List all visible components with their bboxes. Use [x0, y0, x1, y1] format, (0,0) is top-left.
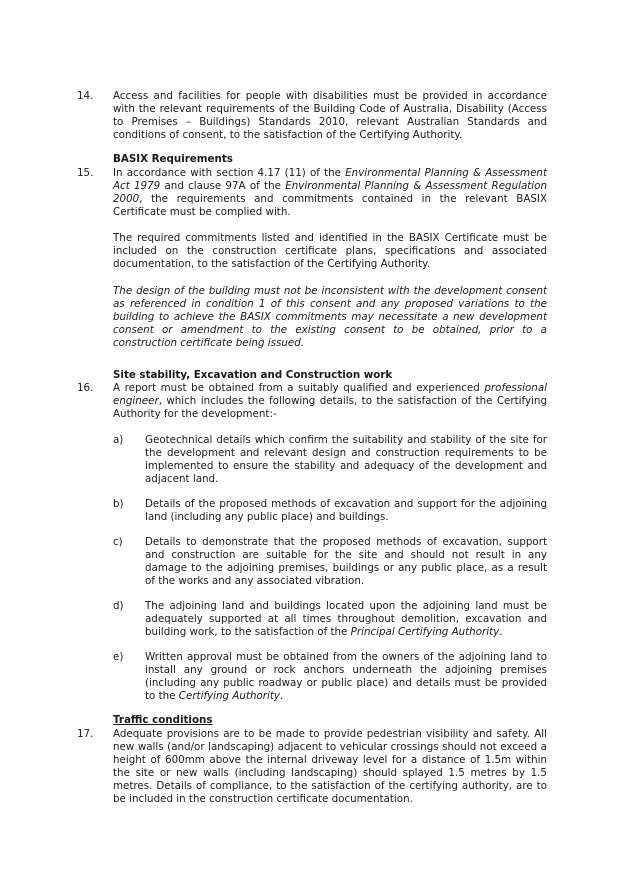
condition-15-paragraph-3: The design of the building must not be inconsistent with the development consent as referenced in condition 1 of this consent and any proposed variations to the building to achieve the BASIX commitments may necessitate a new development consent or amendment to the existing consent to be obtained, prior to a construction certificate being issued.: [113, 285, 547, 350]
site-stability-heading: Site stability, Excavation and Construction work: [113, 369, 393, 381]
condition-16-number: 16.: [77, 382, 94, 394]
condition-14-number: 14.: [77, 90, 94, 102]
condition-15-paragraph-1: In accordance with section 4.17 (11) of the Environmental Planning & Assessment Act 1979 and clause 97A of the Environmental Planning & Assessment Regulation 2000, the requirements and commitments contained in the relevant BASIX Certificate must be complied with.: [113, 167, 547, 219]
item-d-label: d): [113, 600, 124, 612]
condition-17-number: 17.: [77, 728, 94, 740]
condition-16-intro: A report must be obtained from a suitably qualified and experienced professional engineer, which includes the following details, to the satisfaction of the Certifying Authority for the development:-: [113, 382, 547, 421]
item-e-label: e): [113, 651, 124, 663]
condition-15-paragraph-2: The required commitments listed and identified in the BASIX Certificate must be included on the construction certificate plans, specifications and associated documentation, to the satisfaction of the Certifying Authority.: [113, 232, 547, 271]
item-b-text: Details of the proposed methods of excavation and support for the adjoining land (including any public place) and buildings.: [145, 498, 547, 524]
item-a-label: a): [113, 434, 124, 446]
item-b-label: b): [113, 498, 124, 510]
item-c-text: Details to demonstrate that the proposed methods of excavation, support and construction are suitable for the site and should not result in any damage to the adjoining premises, buildings or any public place, as a result of the works and any associated vibration.: [145, 536, 547, 588]
item-e-text: Written approval must be obtained from the owners of the adjoining land to install any ground or rock anchors underneath the adjoining premises (including any public roadway or public place) and details must be provided to the Certifying Authority.: [145, 651, 547, 703]
traffic-heading: Traffic conditions: [113, 714, 213, 726]
condition-17-text: Adequate provisions are to be made to provide pedestrian visibility and safety. All new walls (and/or landscaping) adjacent to vehicular crossings should not exceed a height of 600mm above the internal driveway level for a distance of 1.5m within the site or new walls (including landscaping) should splayed 1.5 metres by 1.5 metres. Details of compliance, to the satisfaction of the certifying authority, are to be included in the construction certificate documentation.: [113, 728, 547, 806]
item-d-text: The adjoining land and buildings located upon the adjoining land must be adequately supported at all times throughout demolition, excavation and building work, to the satisfaction of the Principal Certifying Authority.: [145, 600, 547, 639]
item-a-text: Geotechnical details which confirm the suitability and stability of the site for the development and relevant design and construction requirements to be implemented to ensure the stability and adequacy of the development and adjacent land.: [145, 434, 547, 486]
condition-15-number: 15.: [77, 167, 94, 179]
condition-14-text: Access and facilities for people with disabilities must be provided in accordance with the relevant requirements of the Building Code of Australia, Disability (Access to Premises – Buildings) Standards 2010, relevant Australian Standards and conditions of consent, to the satisfaction of the Certifying Authority.: [113, 90, 547, 142]
basix-heading: BASIX Requirements: [113, 153, 233, 165]
item-c-label: c): [113, 536, 123, 548]
